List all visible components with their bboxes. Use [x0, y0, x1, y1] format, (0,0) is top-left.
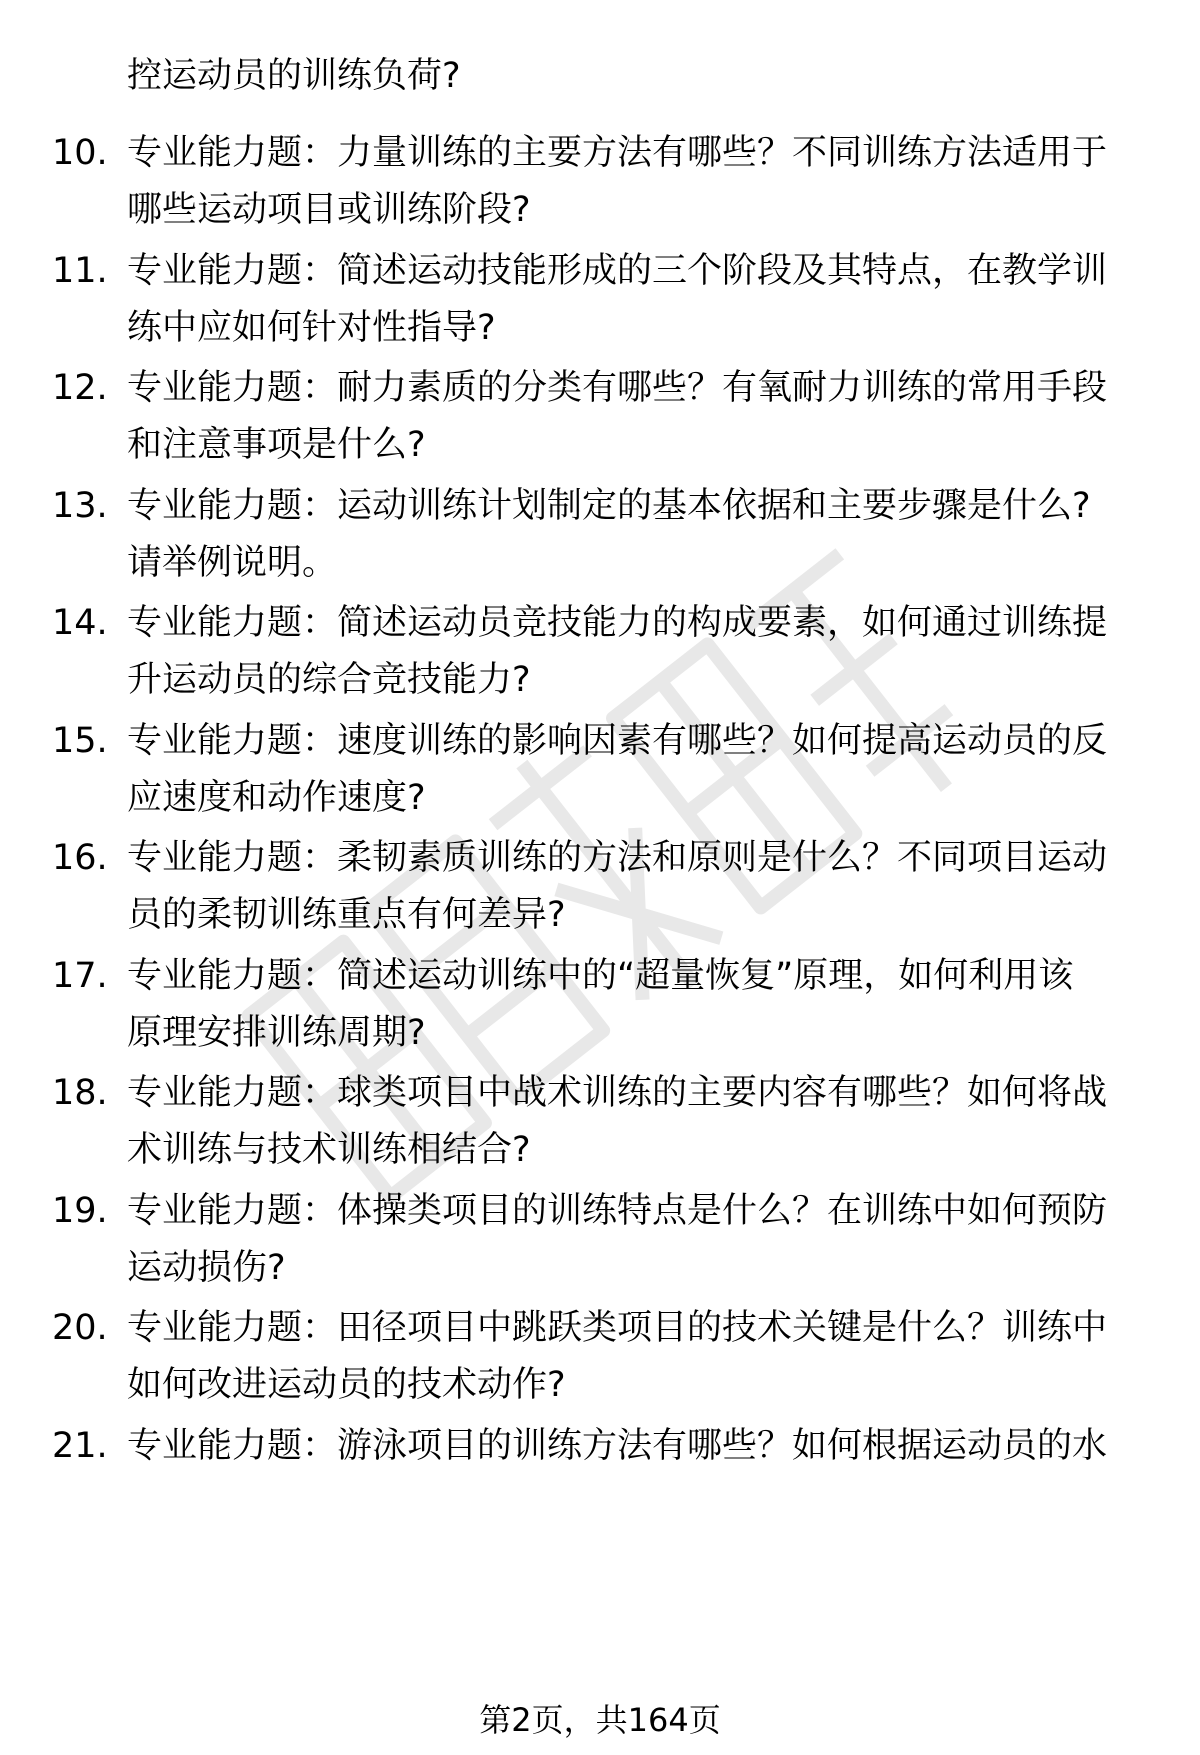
question-number: 20. [52, 1308, 108, 1348]
question-number: 12. [52, 368, 108, 408]
question-text-line2: 请举例说明。 [127, 543, 338, 583]
question-number: 13. [52, 486, 108, 526]
lead-in-text: 控运动员的训练负荷? [127, 56, 461, 96]
question-number: 15. [52, 721, 108, 761]
question-text-line1: 专业能力题：简述运动训练中的“超量恢复”原理，如何利用该 [127, 956, 1074, 996]
question-text-line2: 练中应如何针对性指导? [127, 308, 496, 348]
question-text-line1: 专业能力题：柔韧素质训练的方法和原则是什么？不同项目运动 [127, 838, 1108, 878]
question-text-line1: 专业能力题：速度训练的影响因素有哪些？如何提高运动员的反 [127, 721, 1108, 761]
question-text-line1: 专业能力题：球类项目中战术训练的主要内容有哪些？如何将战 [127, 1073, 1108, 1113]
question-text-line1: 专业能力题：运动训练计划制定的基本依据和主要步骤是什么? [127, 486, 1091, 526]
question-text-line2: 术训练与技术训练相结合? [127, 1130, 531, 1170]
question-text-line2: 运动损伤? [127, 1248, 286, 1288]
question-number: 14. [52, 603, 108, 643]
page-footer: 第2页，共164页 [479, 1701, 721, 1739]
question-text-line1: 专业能力题：体操类项目的训练特点是什么？在训练中如何预防 [127, 1191, 1108, 1231]
question-number: 19. [52, 1191, 108, 1231]
question-text-line1: 专业能力题：简述运动员竞技能力的构成要素，如何通过训练提 [127, 603, 1108, 643]
question-number: 10. [52, 133, 108, 173]
question-text-line2: 和注意事项是什么? [127, 425, 426, 465]
question-text-line2: 原理安排训练周期? [127, 1013, 426, 1053]
question-number: 16. [52, 838, 108, 878]
question-text-line2: 如何改进运动员的技术动作? [127, 1365, 566, 1405]
question-text-line1: 专业能力题：游泳项目的训练方法有哪些？如何根据运动员的水 [127, 1426, 1108, 1466]
question-text-line1: 专业能力题：田径项目中跳跃类项目的技术关键是什么？训练中 [127, 1308, 1108, 1348]
question-text-line2: 升运动员的综合竞技能力? [127, 660, 531, 700]
question-text-line2: 应速度和动作速度? [127, 778, 426, 818]
question-number: 11. [52, 251, 108, 291]
question-text-line1: 专业能力题：耐力素质的分类有哪些？有氧耐力训练的常用手段 [127, 368, 1108, 408]
question-number: 18. [52, 1073, 108, 1113]
question-text-line1: 专业能力题：简述运动技能形成的三个阶段及其特点，在教学训 [127, 251, 1108, 291]
question-text-line2: 员的柔韧训练重点有何差异? [127, 895, 566, 935]
question-number: 17. [52, 956, 108, 996]
question-text-line1: 专业能力题：力量训练的主要方法有哪些？不同训练方法适用于 [127, 133, 1108, 173]
question-number: 21. [52, 1426, 108, 1466]
question-text-line2: 哪些运动项目或训练阶段? [127, 190, 531, 230]
